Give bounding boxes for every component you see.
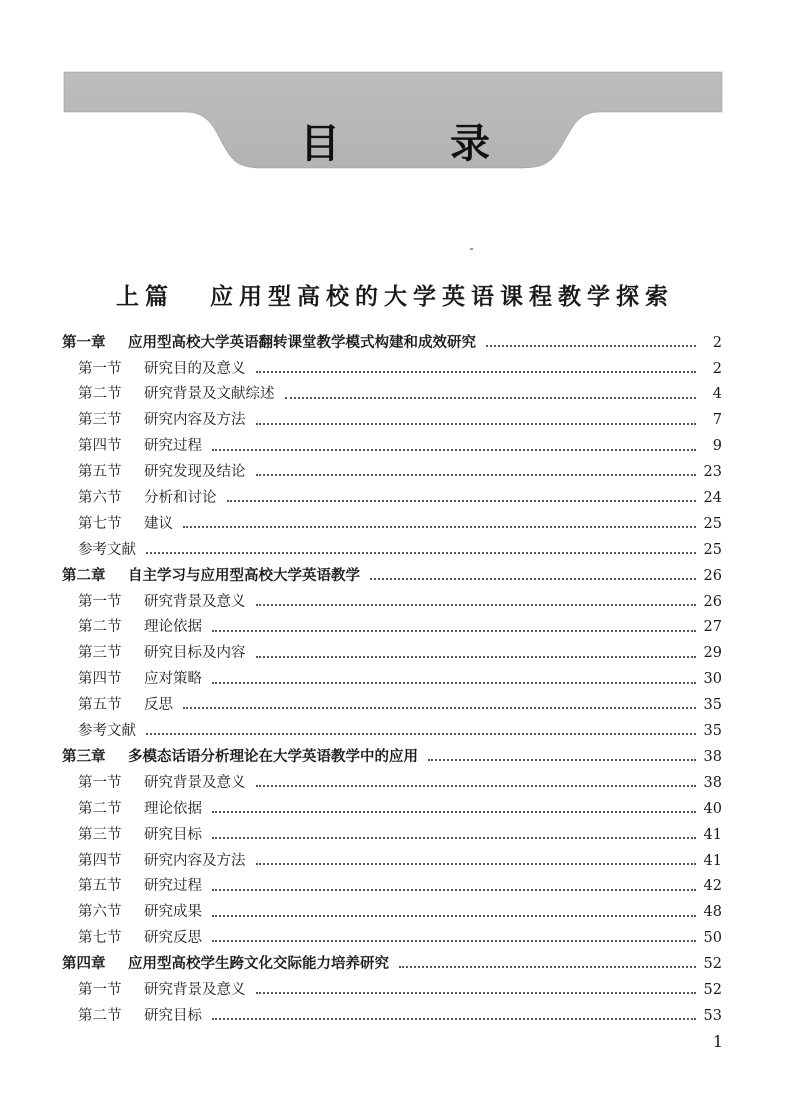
toc-entry-number: 第一节 xyxy=(78,360,122,377)
dot-leader xyxy=(256,863,696,865)
toc-section-row[interactable] xyxy=(62,485,722,511)
toc-entry-page: 9 xyxy=(712,438,722,455)
toc-entry-title: 分析和讨论 xyxy=(144,490,217,507)
dot-leader xyxy=(212,915,696,917)
dot-leader xyxy=(183,707,696,709)
toc-entry-page: 38 xyxy=(703,748,722,765)
contents-title xyxy=(300,112,490,168)
dot-leader xyxy=(227,500,696,502)
toc-entry-number: 第四章 xyxy=(62,956,106,973)
toc-section-row[interactable] xyxy=(62,434,722,460)
dot-leader xyxy=(212,1018,696,1020)
dot-leader xyxy=(428,759,696,761)
contents-banner xyxy=(0,0,790,200)
toc-entry-number: 第五节 xyxy=(78,697,122,714)
page-number: 1 xyxy=(712,1032,723,1051)
toc-section-row[interactable] xyxy=(62,667,722,693)
toc-entry-page: 30 xyxy=(703,671,722,688)
toc-entry-title: 研究过程 xyxy=(144,878,202,895)
toc-entry-number: 第一节 xyxy=(78,981,122,998)
toc-entry-page: 35 xyxy=(703,697,722,714)
dot-leader xyxy=(256,423,697,425)
toc-section-row[interactable] xyxy=(62,356,722,382)
toc-section-row[interactable] xyxy=(62,1003,722,1029)
toc-chapter-row[interactable] xyxy=(62,744,722,770)
toc-entry-number: 第一节 xyxy=(78,593,122,610)
toc-entry-title: 反思 xyxy=(144,697,173,714)
toc-entry-page: 41 xyxy=(703,852,722,869)
toc-entry-title: 研究背景及意义 xyxy=(144,774,246,791)
toc-section-row[interactable] xyxy=(62,692,722,718)
toc-entry-page: 7 xyxy=(712,412,722,429)
toc-entry-page: 48 xyxy=(703,904,722,921)
toc-entry-number: 第三章 xyxy=(62,748,106,765)
dot-leader xyxy=(256,656,696,658)
toc-references-row[interactable] xyxy=(62,718,722,744)
toc-entry-number: 第四节 xyxy=(78,438,122,455)
toc-entry-title: 研究内容及方法 xyxy=(144,412,246,429)
toc-entry-number: 第二节 xyxy=(78,800,122,817)
toc-entry-title: 研究内容及方法 xyxy=(144,852,246,869)
toc-entry-number: 第四节 xyxy=(78,852,122,869)
toc-entry-title: 研究发现及结论 xyxy=(144,464,246,481)
toc-entry-title: 参考文献 xyxy=(78,723,136,740)
contents-title-char-2: 录 xyxy=(450,120,490,167)
toc-entry-title: 应用型高校大学英语翻转课堂教学模式构建和成效研究 xyxy=(128,334,476,351)
toc-entry-title: 研究背景及意义 xyxy=(144,981,246,998)
toc-chapter-row[interactable] xyxy=(62,563,722,589)
toc-entry-title: 研究成果 xyxy=(144,904,202,921)
toc-entry-title: 研究目标 xyxy=(144,826,202,843)
toc-entry-page: 50 xyxy=(703,930,722,947)
toc-entry-title: 应对策略 xyxy=(144,671,202,688)
toc-entry-page: 24 xyxy=(703,490,722,507)
toc-entry-number: 第七节 xyxy=(78,515,122,532)
toc-section-row[interactable] xyxy=(62,589,722,615)
scan-speck xyxy=(470,248,473,250)
dot-leader xyxy=(256,992,696,994)
toc-entry-title: 研究反思 xyxy=(144,930,202,947)
toc-entry-page: 2 xyxy=(712,334,722,351)
toc-section-row[interactable] xyxy=(62,796,722,822)
dot-leader xyxy=(256,604,696,606)
toc-entry-title: 参考文献 xyxy=(78,541,136,558)
toc-entry-title: 研究背景及意义 xyxy=(144,593,246,610)
toc-section-row[interactable] xyxy=(62,874,722,900)
dot-leader xyxy=(370,578,696,580)
toc-entry-number: 第六节 xyxy=(78,490,122,507)
dot-leader xyxy=(212,940,696,942)
toc-entry-number: 第五节 xyxy=(78,464,122,481)
toc-chapter-row[interactable] xyxy=(62,330,722,356)
toc-entry-title: 自主学习与应用型高校大学英语教学 xyxy=(128,567,360,584)
toc-entry-page: 42 xyxy=(703,878,722,895)
toc-section-row[interactable] xyxy=(62,848,722,874)
toc-entry-number: 第五节 xyxy=(78,878,122,895)
toc-entry-number: 第二节 xyxy=(78,386,122,403)
toc-entry-number: 第六节 xyxy=(78,904,122,921)
banner-shape xyxy=(0,0,790,200)
dot-leader xyxy=(212,889,696,891)
toc-references-row[interactable] xyxy=(62,537,722,563)
toc-entry-page: 27 xyxy=(703,619,722,636)
toc-entry-number: 第七节 xyxy=(78,930,122,947)
toc-section-row[interactable] xyxy=(62,641,722,667)
toc-section-row[interactable] xyxy=(62,408,722,434)
toc-entry-page: 52 xyxy=(703,981,722,998)
dot-leader xyxy=(146,733,696,735)
toc-section-row[interactable] xyxy=(62,822,722,848)
toc-section-row[interactable] xyxy=(62,382,722,408)
toc-entry-title: 多模态话语分析理论在大学英语教学中的应用 xyxy=(128,748,418,765)
dot-leader xyxy=(212,682,696,684)
dot-leader xyxy=(399,966,696,968)
dot-leader xyxy=(486,345,696,347)
part-label: 上篇 xyxy=(116,284,174,310)
dot-leader xyxy=(256,785,696,787)
part-title-text: 应用型高校的大学英语课程教学探索 xyxy=(210,284,674,310)
toc-entry-page: 52 xyxy=(703,956,722,973)
toc-section-row[interactable] xyxy=(62,511,722,537)
toc-entry-page: 29 xyxy=(703,645,722,662)
toc-entry-page: 4 xyxy=(712,386,722,403)
toc-entry-title: 研究目标 xyxy=(144,1007,202,1024)
toc-entry-page: 2 xyxy=(712,360,722,377)
toc-section-row[interactable] xyxy=(62,977,722,1003)
toc-entry-page: 53 xyxy=(703,1007,722,1024)
dot-leader xyxy=(256,474,696,476)
toc-entry-number: 第二章 xyxy=(62,567,106,584)
toc-section-row[interactable] xyxy=(62,900,722,926)
toc-entry-page: 26 xyxy=(703,567,722,584)
toc-entry-page: 35 xyxy=(703,723,722,740)
toc-entry-page: 38 xyxy=(703,774,722,791)
table-of-contents xyxy=(62,330,722,1029)
dot-leader xyxy=(183,526,696,528)
toc-section-row[interactable] xyxy=(62,615,722,641)
toc-entry-page: 41 xyxy=(703,826,722,843)
toc-entry-number: 第二节 xyxy=(78,1007,122,1024)
toc-entry-title: 应用型高校学生跨文化交际能力培养研究 xyxy=(128,956,389,973)
dot-leader xyxy=(212,811,696,813)
dot-leader xyxy=(212,630,696,632)
dot-leader xyxy=(212,449,696,451)
toc-entry-page: 23 xyxy=(703,464,722,481)
toc-entry-number: 第四节 xyxy=(78,671,122,688)
toc-entry-page: 25 xyxy=(703,541,722,558)
part-heading xyxy=(0,278,790,311)
toc-entry-title: 建议 xyxy=(144,515,173,532)
toc-entry-page: 26 xyxy=(703,593,722,610)
toc-entry-number: 第三节 xyxy=(78,412,122,429)
toc-entry-title: 研究目标及内容 xyxy=(144,645,246,662)
toc-entry-page: 25 xyxy=(703,515,722,532)
toc-entry-title: 研究过程 xyxy=(144,438,202,455)
toc-entry-number: 第二节 xyxy=(78,619,122,636)
toc-entry-number: 第三节 xyxy=(78,826,122,843)
toc-entry-number: 第三节 xyxy=(78,645,122,662)
toc-entry-page: 40 xyxy=(703,800,722,817)
toc-section-row[interactable] xyxy=(62,770,722,796)
toc-chapter-row[interactable] xyxy=(62,951,722,977)
toc-entry-number: 第一节 xyxy=(78,774,122,791)
contents-title-char-1: 目 xyxy=(300,120,340,167)
dot-leader xyxy=(146,552,696,554)
toc-entry-title: 研究目的及意义 xyxy=(144,360,246,377)
toc-section-row[interactable] xyxy=(62,459,722,485)
dot-leader xyxy=(285,397,697,399)
toc-entry-title: 研究背景及文献综述 xyxy=(144,386,275,403)
toc-entry-title: 理论依据 xyxy=(144,800,202,817)
toc-entry-title: 理论依据 xyxy=(144,619,202,636)
dot-leader xyxy=(256,371,697,373)
toc-entry-number: 第一章 xyxy=(62,334,106,351)
toc-section-row[interactable] xyxy=(62,925,722,951)
dot-leader xyxy=(212,837,696,839)
